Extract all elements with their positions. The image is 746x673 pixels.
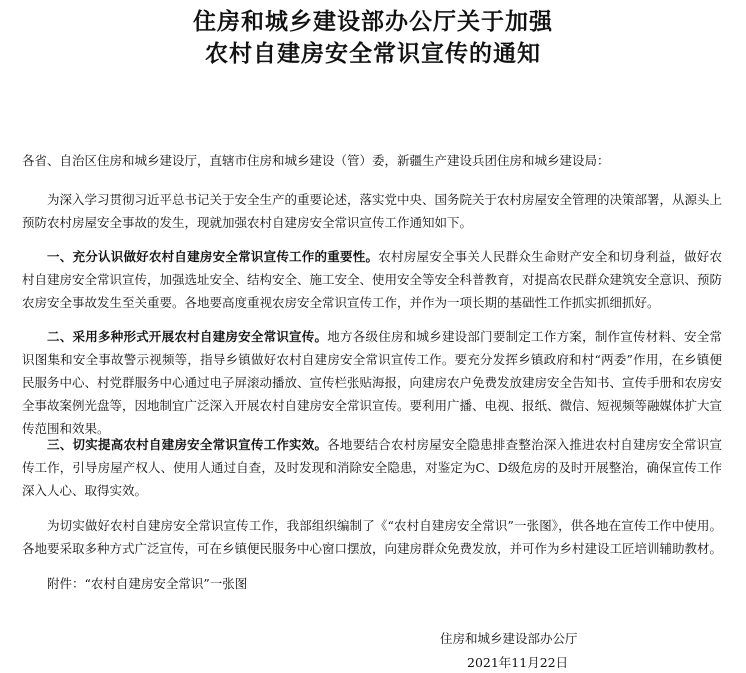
section-three-paragraph: [22, 433, 722, 502]
section-two-paragraph: [22, 325, 722, 440]
section-three-heading: 三、切实提高农村自建房安全常识宣传工作实效。: [47, 437, 328, 452]
issuer-signature: 住房和城乡建设部办公厅: [440, 631, 578, 646]
issue-date: 2021年11月22日: [467, 655, 569, 670]
section-three-text: 各地要结合农村房屋安全隐患排查整治深入推进农村自建房安全常识宣传工作，引导房屋产权人、使用人通过自查，及时发现和消除安全隐患，对鉴定为C、D级危房的及时开展整治，确保宣传工作深入人心、取得实效。: [22, 437, 722, 498]
section-one-text: 农村房屋安全事关人民群众生命财产安全和切身利益，做好农村自建房安全常识宣传，加强选址安全、结构安全、施工安全、使用安全等安全科普教育，对提高农民群众建筑安全意识、预防农房安全事故发生至关重要。各地要高度重视农房安全常识宣传工作，并作为一项长期的基础性工作抓实抓细抓好。: [22, 249, 723, 310]
section-one-heading: 一、充分认识做好农村自建房安全常识宣传工作的重要性。: [47, 249, 379, 264]
section-two-text: 地方各级住房和城乡建设部门要制定工作方案，制作宣传材料、安全常识图集和安全事故警示视频等，指导乡镇做好农村自建房安全常识宣传工作。要充分发挥乡镇政府和村“两委”作用，在乡镇便民服务中心、村党群服务中心通过电子屏滚动播放、宣传栏张贴海报，向建房农户免费发放建房安全告知书、宣传手册和农房安全事故案例光盘等，因地制宜广泛深入开展农村自建房安全常识宣传。要利用广播、电视、报纸、微信、短视频等融媒体扩大宣传范围和效果。: [22, 329, 723, 436]
attachment-text: 附件：“农村自建房安全常识”一张图: [47, 576, 248, 591]
salutation: 各省、自治区住房和城乡建设厅，直辖市住房和城乡建设（管）委，新疆生产建设兵团住房和城乡建设局：: [22, 153, 610, 168]
intro-paragraph: [22, 188, 722, 234]
document-title-line1: 住房和城乡建设部办公厅关于加强: [193, 9, 553, 35]
section-two-heading: 二、采用多种形式开展农村自建房安全常识宣传。: [47, 329, 328, 344]
section-one-paragraph: [22, 245, 722, 314]
attachment-line: [22, 572, 722, 595]
intro-text: 为深入学习贯彻习近平总书记关于安全生产的重要论述，落实党中央、国务院关于农村房屋安全管理的决策部署，从源头上预防农村房屋安全事故的发生，现就加强农村自建房安全常识宣传工作通知如下。: [22, 192, 723, 230]
document-title-line2: 农村自建房安全常识宣传的通知: [205, 41, 541, 67]
closing-paragraph: [22, 514, 722, 560]
closing-text: 为切实做好农村自建房安全常识宣传工作，我部组织编制了《“农村自建房安全常识”一张图》，供各地在宣传工作中使用。各地要采取多种方式广泛宣传，可在乡镇便民服务中心窗口摆放，向建房群众免费发放，并可作为乡村建设工匠培训辅助教材。: [22, 518, 723, 556]
